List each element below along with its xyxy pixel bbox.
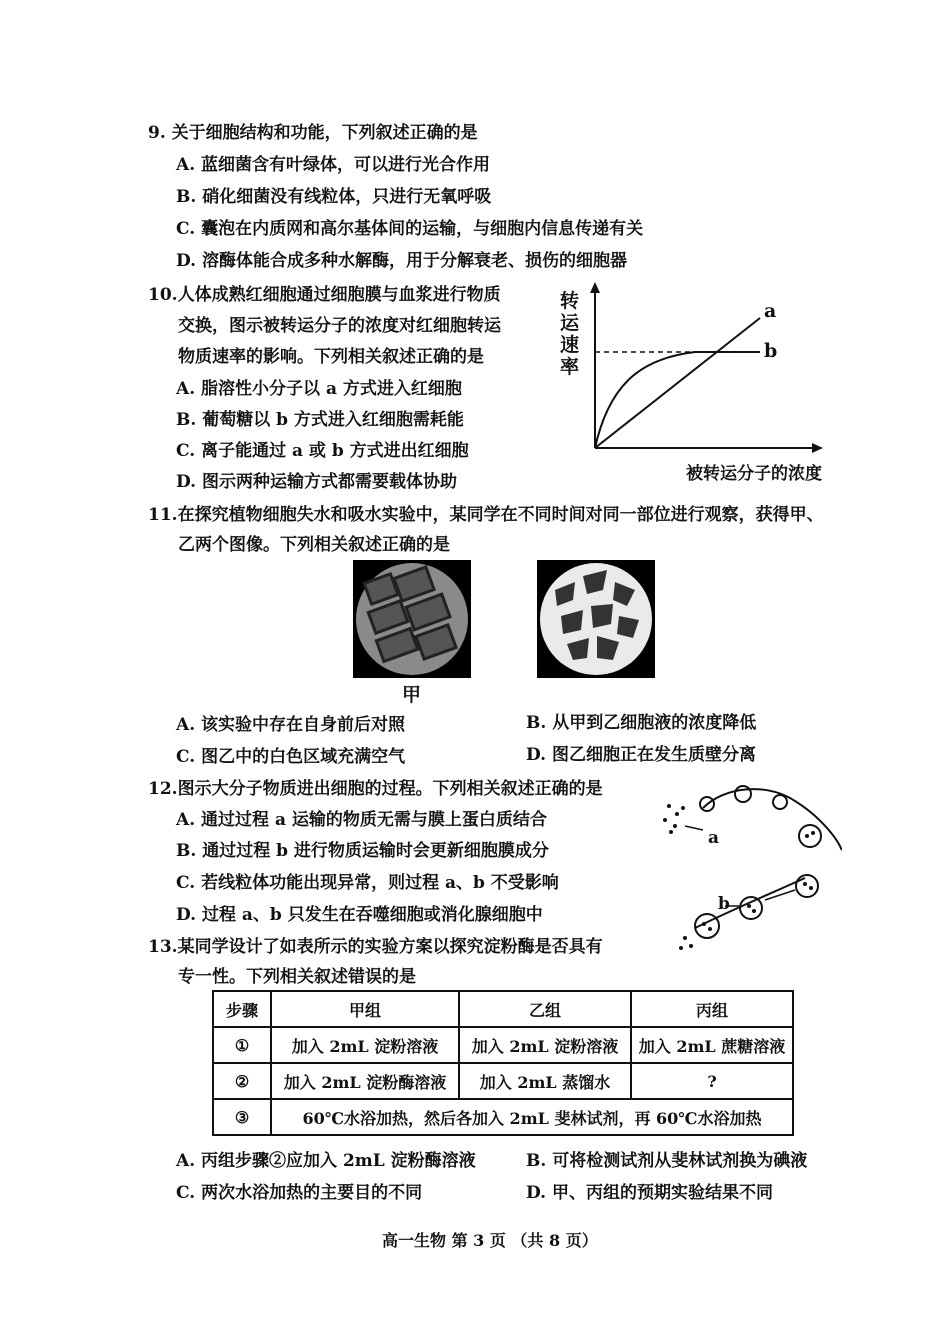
cell-membrane-lower (695, 878, 805, 928)
q13-option-c: C. 两次水浴加热的主要目的不同 (176, 1183, 423, 1203)
q11-stem-line-2: 乙两个图像。下列相关叙述正确的是 (178, 535, 450, 555)
q12-option-d: D. 过程 a、b 只发生在吞噬细胞或消化腺细胞中 (176, 905, 543, 925)
q11-option-c: C. 图乙中的白色区域充满空气 (176, 747, 406, 767)
graph-label-a: a (764, 300, 777, 322)
table-header-step: 步骤 (213, 991, 271, 1027)
graph-y-arrow (590, 282, 600, 293)
graph-label-b: b (764, 340, 778, 362)
q10-option-d: D. 图示两种运输方式都需要载体协助 (176, 472, 457, 492)
q12-option-b: B. 通过过程 b 进行物质运输时会更新细胞膜成分 (176, 841, 549, 861)
graph-curve-a (595, 318, 760, 448)
table-header-jia: 甲组 (271, 991, 459, 1027)
q9-stem: 9. 关于细胞结构和功能，下列叙述正确的是 (148, 123, 478, 143)
q12-stem: 12.图示大分子物质进出细胞的过程。下列相关叙述正确的是 (148, 779, 603, 799)
graph-curve-b (595, 352, 760, 448)
graph-x-arrow (812, 443, 823, 453)
endocytosis-exocytosis-diagram (655, 778, 850, 953)
table-cell: 加入 2mL 淀粉溶液 (459, 1027, 631, 1063)
q9-option-a: A. 蓝细菌含有叶绿体，可以进行光合作用 (176, 155, 491, 175)
table-cell: 加入 2mL 淀粉溶液 (271, 1027, 459, 1063)
q11-option-d: D. 图乙细胞正在发生质壁分离 (526, 745, 756, 765)
q9-option-d: D. 溶酶体能合成多种水解酶，用于分解衰老、损伤的细胞器 (176, 251, 627, 271)
graph-y-label-3: 速 (560, 334, 580, 356)
graph-y-label-2: 运 (560, 312, 580, 334)
table-row (213, 1099, 793, 1135)
q10-option-c: C. 离子能通过 a 或 b 方式进出红细胞 (176, 441, 469, 461)
graph-x-label: 被转运分子的浓度 (686, 464, 822, 484)
graph-y-label-4: 率 (560, 356, 580, 378)
table-cell: ? (631, 1063, 793, 1099)
diagram-label-a: a (708, 828, 720, 848)
q12-option-c: C. 若线粒体功能出现异常，则过程 a、b 不受影响 (176, 873, 559, 893)
q10-stem-line-2: 交换，图示被转运分子的浓度对红细胞转运 (178, 316, 501, 336)
q13-stem-line-2: 专一性。下列相关叙述错误的是 (178, 967, 416, 987)
table-cell: 加入 2mL 淀粉酶溶液 (271, 1063, 459, 1099)
experiment-table (212, 990, 794, 1136)
q13-option-d: D. 甲、丙组的预期实验结果不同 (526, 1183, 773, 1203)
table-cell: ② (213, 1063, 271, 1099)
transport-rate-graph (585, 280, 825, 455)
table-cell: 加入 2mL 蔗糖溶液 (631, 1027, 793, 1063)
table-cell: ① (213, 1027, 271, 1063)
micrograph-jia-image (353, 560, 471, 678)
q10-stem-line-3: 物质速率的影响。下列相关叙述正确的是 (178, 347, 484, 367)
table-header-yi: 乙组 (459, 991, 631, 1027)
q11-option-a: A. 该实验中存在自身前后对照 (176, 715, 406, 735)
q13-stem-line-1: 13.某同学设计了如表所示的实验方案以探究淀粉酶是否具有 (148, 937, 603, 957)
micrograph-yi-image (537, 560, 655, 678)
q13-option-b: B. 可将检测试剂从斐林试剂换为碘液 (526, 1151, 808, 1171)
graph-y-label-1: 转 (560, 290, 580, 312)
q11-option-b: B. 从甲到乙细胞液的浓度降低 (526, 713, 757, 733)
q9-option-c: C. 囊泡在内质网和高尔基体间的运输，与细胞内信息传递有关 (176, 219, 644, 239)
table-header-bing: 丙组 (631, 991, 793, 1027)
page-footer: 高一生物 第 3 页 （共 8 页） (382, 1231, 598, 1250)
q10-stem-line-1: 10.人体成熟红细胞通过细胞膜与血浆进行物质 (148, 285, 501, 305)
micrograph-yi (537, 560, 655, 678)
micrograph-jia-label: 甲 (402, 684, 422, 706)
table-cell: 加入 2mL 蒸馏水 (459, 1063, 631, 1099)
table-cell: ③ (213, 1099, 271, 1135)
table-row (213, 1027, 793, 1063)
q13-option-a: A. 丙组步骤②应加入 2mL 淀粉酶溶液 (176, 1151, 476, 1171)
table-row (213, 1063, 793, 1099)
q10-option-b: B. 葡萄糖以 b 方式进入红细胞需耗能 (176, 410, 464, 430)
table-cell-merged: 60℃水浴加热，然后各加入 2mL 斐林试剂，再 60℃水浴加热 (271, 1099, 793, 1135)
diagram-label-b: b (718, 894, 730, 914)
table-header-row (213, 991, 793, 1027)
q12-option-a: A. 通过过程 a 运输的物质无需与膜上蛋白质结合 (176, 810, 547, 830)
micrograph-jia (353, 560, 471, 678)
q11-stem-line-1: 11.在探究植物细胞失水和吸水实验中，某同学在不同时间对同一部位进行观察，获得甲、 (148, 505, 824, 525)
q9-option-b: B. 硝化细菌没有线粒体，只进行无氧呼吸 (176, 187, 492, 207)
q10-option-a: A. 脂溶性小分子以 a 方式进入红细胞 (176, 379, 462, 399)
